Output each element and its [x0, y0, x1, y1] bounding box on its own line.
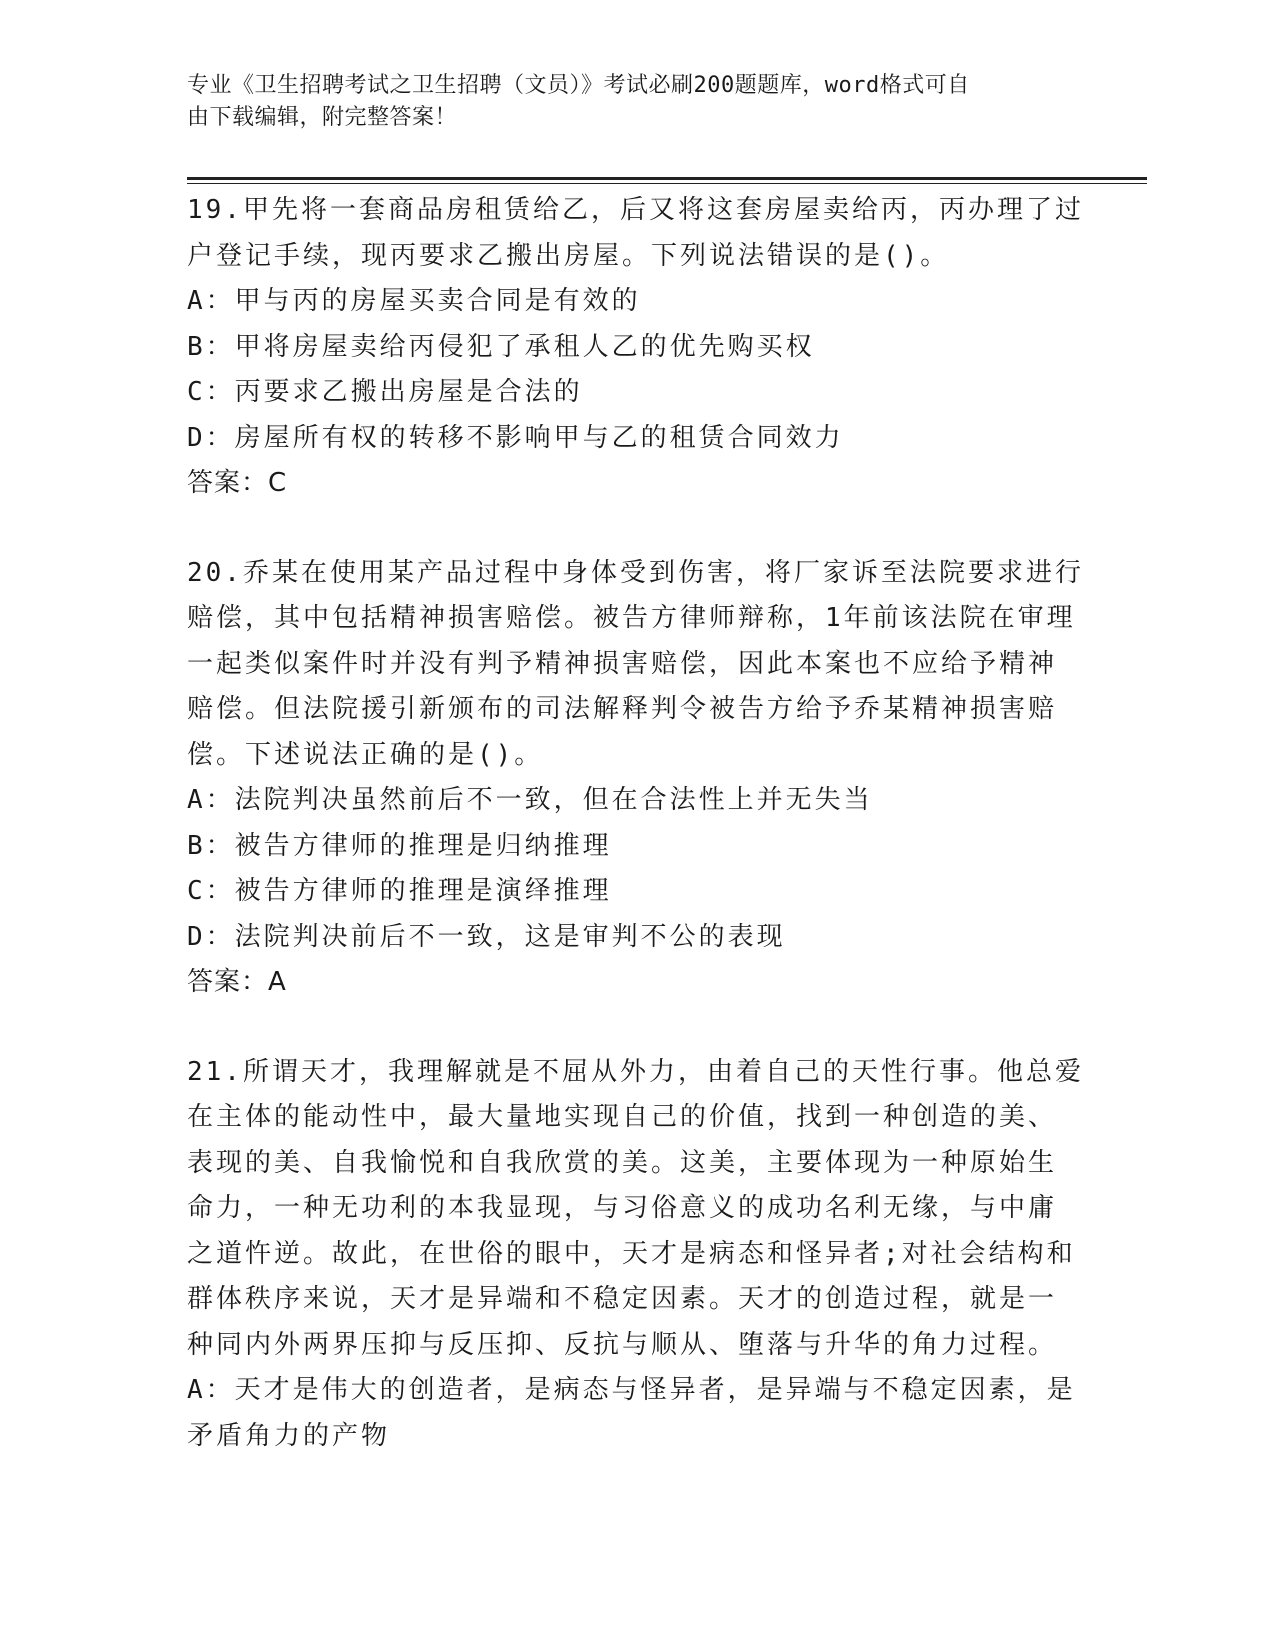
- answer-line: 答案：A: [187, 967, 287, 997]
- option-a: A：法院判决虽然前后不一致，但在合法性上并无失当: [187, 785, 873, 815]
- answer-line: 答案：C: [187, 468, 288, 498]
- question-stem-line: 在主体的能动性中，最大量地实现自己的价值，找到一种创造的美、: [187, 1102, 1058, 1132]
- question-20: [187, 551, 1087, 1006]
- header-divider-thick: [187, 177, 1147, 180]
- header-line: 专业《卫生招聘考试之卫生招聘（文员）》考试必刷200题题库，word格式可自: [187, 73, 970, 98]
- question-stem-line: 偿。下述说法正确的是()。: [187, 739, 544, 770]
- question-stem-line: 表现的美、自我愉悦和自我欣赏的美。这美，主要体现为一种原始生: [187, 1147, 1058, 1178]
- option-d: D：房屋所有权的转移不影响甲与乙的租赁合同效力: [187, 422, 844, 453]
- option-b: B：被告方律师的推理是归纳推理: [187, 830, 612, 861]
- question-stem-line: 命力，一种无功利的本我显现，与习俗意义的成功名利无缘，与中庸: [187, 1193, 1058, 1223]
- question-stem-line: 一起类似案件时并没有判予精神损害赔偿，因此本案也不应给予精神: [187, 648, 1058, 679]
- question-stem-line: 群体秩序来说，天才是异端和不稳定因素。天才的创造过程，就是一: [187, 1284, 1058, 1314]
- option-d: D：法院判决前后不一致，这是审判不公的表现: [187, 921, 786, 952]
- option-c: C：被告方律师的推理是演绎推理: [187, 876, 612, 906]
- header-line: 由下载编辑，附完整答案！: [187, 105, 458, 130]
- question-stem-line: 赔偿，其中包括精神损害赔偿。被告方律师辩称，1年前该法院在审理: [187, 603, 1076, 633]
- question-19: [187, 188, 1087, 507]
- question-stem-line: 之道忤逆。故此，在世俗的眼中，天才是病态和怪异者;对社会结构和: [187, 1238, 1076, 1269]
- question-list: [187, 188, 1087, 1503]
- option-b: B：甲将房屋卖给丙侵犯了承租人乙的优先购买权: [187, 331, 815, 362]
- option-a: A：天才是伟大的创造者，是病态与怪异者，是异端与不稳定因素，是: [187, 1375, 1076, 1405]
- header-divider-thin: [187, 183, 1147, 184]
- question-stem-line: 种同内外两界压抑与反压抑、反抗与顺从、堕落与升华的角力过程。: [187, 1329, 1058, 1360]
- question-stem-line: 19.甲先将一套商品房租赁给乙，后又将这套房屋卖给丙，丙办理了过: [187, 195, 1084, 225]
- question-stem-line: 户登记手续，现丙要求乙搬出房屋。下列说法错误的是()。: [187, 240, 950, 271]
- option-a-continued: 矛盾角力的产物: [187, 1420, 391, 1451]
- question-21: [187, 1050, 1087, 1460]
- question-stem-line: 赔偿。但法院援引新颁布的司法解释判令被告方给予乔某精神损害赔: [187, 694, 1058, 724]
- option-a: A：甲与丙的房屋买卖合同是有效的: [187, 286, 641, 316]
- question-stem-line: 21.所谓天才，我理解就是不屈从外力，由着自己的天性行事。他总爱: [187, 1056, 1084, 1087]
- option-c: C：丙要求乙搬出房屋是合法的: [187, 377, 583, 407]
- document-header: [187, 70, 1067, 134]
- question-stem-line: 20.乔某在使用某产品过程中身体受到伤害，将厂家诉至法院要求进行: [187, 557, 1084, 588]
